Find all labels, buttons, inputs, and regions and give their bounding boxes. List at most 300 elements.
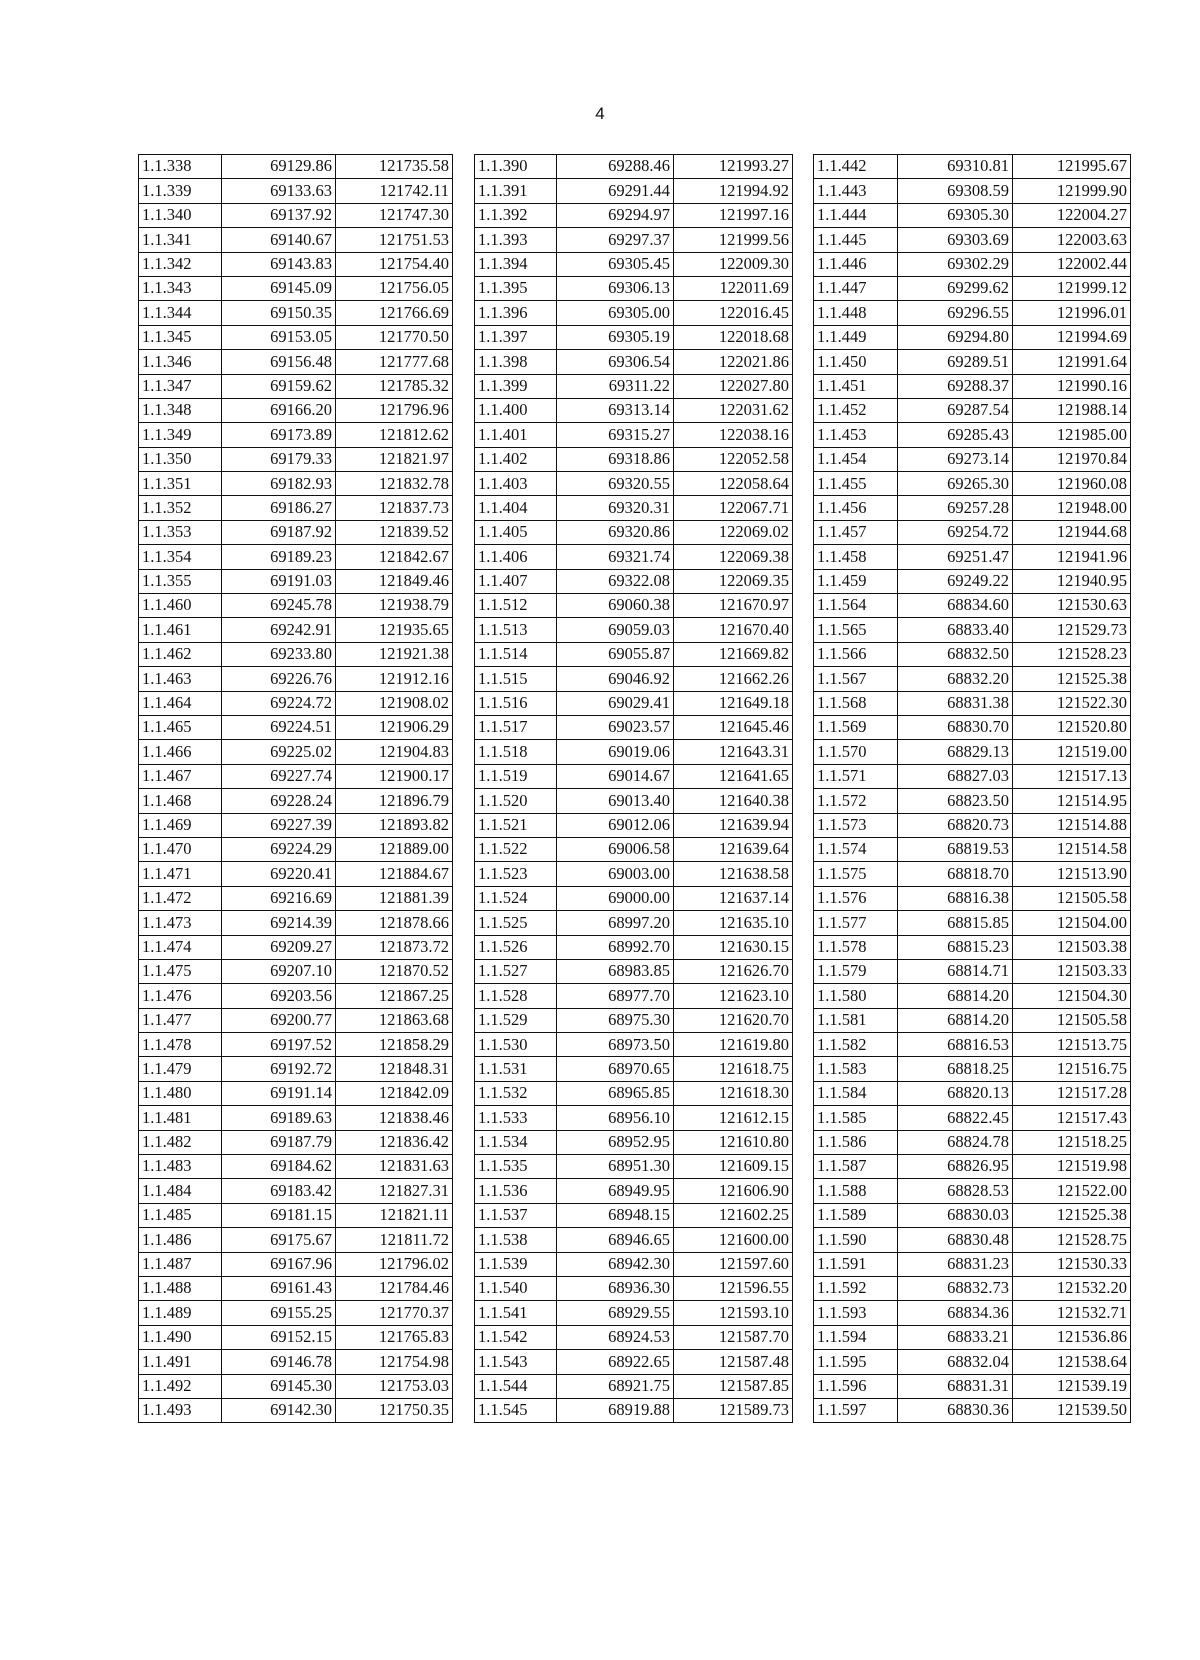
- point-id-cell: 1.1.346: [139, 350, 222, 374]
- point-id-cell: 1.1.406: [475, 545, 557, 569]
- table-row: [139, 1301, 453, 1325]
- table-row: [475, 1398, 793, 1422]
- point-id-cell: 1.1.390: [475, 155, 557, 179]
- y-coordinate-cell: 122069.35: [674, 569, 793, 593]
- point-id-cell: 1.1.582: [814, 1033, 898, 1057]
- y-coordinate-cell: 121513.75: [1013, 1033, 1131, 1057]
- x-coordinate-cell: 69227.74: [222, 764, 336, 788]
- x-coordinate-cell: 69145.30: [222, 1374, 336, 1398]
- x-coordinate-cell: 69291.44: [557, 179, 674, 203]
- point-id-cell: 1.1.395: [475, 276, 557, 300]
- y-coordinate-cell: 121940.95: [1013, 569, 1131, 593]
- y-coordinate-cell: 121908.02: [336, 691, 453, 715]
- y-coordinate-cell: 121985.00: [1013, 423, 1131, 447]
- table-row: [475, 520, 793, 544]
- y-coordinate-cell: 121620.70: [674, 1008, 793, 1032]
- y-coordinate-cell: 121587.48: [674, 1350, 793, 1374]
- y-coordinate-cell: 121938.79: [336, 594, 453, 618]
- table-row: [814, 1081, 1131, 1105]
- y-coordinate-cell: 121997.16: [674, 203, 793, 227]
- table-row: [139, 228, 453, 252]
- x-coordinate-cell: 68946.65: [557, 1228, 674, 1252]
- table-row: [814, 1374, 1131, 1398]
- point-id-cell: 1.1.472: [139, 886, 222, 910]
- table-row: [814, 520, 1131, 544]
- table-row: [814, 374, 1131, 398]
- point-id-cell: 1.1.478: [139, 1033, 222, 1057]
- table-row: [475, 545, 793, 569]
- x-coordinate-cell: 69294.97: [557, 203, 674, 227]
- x-coordinate-cell: 68830.36: [898, 1398, 1013, 1422]
- point-id-cell: 1.1.513: [475, 618, 557, 642]
- point-id-cell: 1.1.566: [814, 642, 898, 666]
- point-id-cell: 1.1.485: [139, 1203, 222, 1227]
- x-coordinate-cell: 68818.25: [898, 1057, 1013, 1081]
- table-row: [814, 813, 1131, 837]
- table-row: [814, 935, 1131, 959]
- x-coordinate-cell: 69179.33: [222, 447, 336, 471]
- table-row: [814, 594, 1131, 618]
- x-coordinate-cell: 69242.91: [222, 618, 336, 642]
- point-id-cell: 1.1.401: [475, 423, 557, 447]
- x-coordinate-cell: 68942.30: [557, 1252, 674, 1276]
- table-row: [475, 959, 793, 983]
- table-row: [475, 935, 793, 959]
- point-id-cell: 1.1.449: [814, 325, 898, 349]
- table-row: [814, 1155, 1131, 1179]
- table-row: [139, 1350, 453, 1374]
- x-coordinate-cell: 68816.53: [898, 1033, 1013, 1057]
- point-id-cell: 1.1.595: [814, 1350, 898, 1374]
- x-coordinate-cell: 69297.37: [557, 228, 674, 252]
- point-id-cell: 1.1.351: [139, 472, 222, 496]
- table-row: [139, 691, 453, 715]
- y-coordinate-cell: 121518.25: [1013, 1130, 1131, 1154]
- y-coordinate-cell: 121751.53: [336, 228, 453, 252]
- x-coordinate-cell: 69308.59: [898, 179, 1013, 203]
- table-row: [139, 1276, 453, 1300]
- table-body: [814, 155, 1131, 1423]
- x-coordinate-cell: 69220.41: [222, 862, 336, 886]
- point-id-cell: 1.1.518: [475, 740, 557, 764]
- table-row: [139, 423, 453, 447]
- point-id-cell: 1.1.475: [139, 959, 222, 983]
- x-coordinate-cell: 68824.78: [898, 1130, 1013, 1154]
- x-coordinate-cell: 69214.39: [222, 911, 336, 935]
- x-coordinate-cell: 69175.67: [222, 1228, 336, 1252]
- point-id-cell: 1.1.452: [814, 398, 898, 422]
- table-row: [814, 447, 1131, 471]
- point-id-cell: 1.1.579: [814, 959, 898, 983]
- x-coordinate-cell: 68814.20: [898, 984, 1013, 1008]
- y-coordinate-cell: 121639.64: [674, 837, 793, 861]
- y-coordinate-cell: 121593.10: [674, 1301, 793, 1325]
- point-id-cell: 1.1.529: [475, 1008, 557, 1032]
- y-coordinate-cell: 121766.69: [336, 301, 453, 325]
- point-id-cell: 1.1.596: [814, 1374, 898, 1398]
- table-row: [814, 1203, 1131, 1227]
- point-id-cell: 1.1.466: [139, 740, 222, 764]
- table-row: [814, 1398, 1131, 1422]
- point-id-cell: 1.1.446: [814, 252, 898, 276]
- table-row: [814, 1130, 1131, 1154]
- x-coordinate-cell: 69322.08: [557, 569, 674, 593]
- y-coordinate-cell: 121999.56: [674, 228, 793, 252]
- y-coordinate-cell: 122021.86: [674, 350, 793, 374]
- y-coordinate-cell: 121609.15: [674, 1155, 793, 1179]
- y-coordinate-cell: 121503.33: [1013, 959, 1131, 983]
- y-coordinate-cell: 121602.25: [674, 1203, 793, 1227]
- y-coordinate-cell: 121881.39: [336, 886, 453, 910]
- x-coordinate-cell: 69288.46: [557, 155, 674, 179]
- table-row: [475, 325, 793, 349]
- y-coordinate-cell: 121770.37: [336, 1301, 453, 1325]
- y-coordinate-cell: 122031.62: [674, 398, 793, 422]
- y-coordinate-cell: 121536.86: [1013, 1325, 1131, 1349]
- table-row: [139, 1106, 453, 1130]
- point-id-cell: 1.1.403: [475, 472, 557, 496]
- y-coordinate-cell: 121504.00: [1013, 911, 1131, 935]
- x-coordinate-cell: 68820.13: [898, 1081, 1013, 1105]
- table-row: [814, 740, 1131, 764]
- x-coordinate-cell: 69191.03: [222, 569, 336, 593]
- table-row: [475, 911, 793, 935]
- point-id-cell: 1.1.528: [475, 984, 557, 1008]
- table-row: [139, 252, 453, 276]
- point-id-cell: 1.1.572: [814, 789, 898, 813]
- point-id-cell: 1.1.537: [475, 1203, 557, 1227]
- point-id-cell: 1.1.544: [475, 1374, 557, 1398]
- y-coordinate-cell: 121742.11: [336, 179, 453, 203]
- point-id-cell: 1.1.493: [139, 1398, 222, 1422]
- x-coordinate-cell: 69137.92: [222, 203, 336, 227]
- y-coordinate-cell: 121999.12: [1013, 276, 1131, 300]
- table-row: [814, 1276, 1131, 1300]
- coordinate-table-1: [138, 154, 453, 1423]
- table-row: [475, 1179, 793, 1203]
- y-coordinate-cell: 121900.17: [336, 764, 453, 788]
- y-coordinate-cell: 121784.46: [336, 1276, 453, 1300]
- x-coordinate-cell: 69150.35: [222, 301, 336, 325]
- table-row: [475, 1130, 793, 1154]
- x-coordinate-cell: 68827.03: [898, 764, 1013, 788]
- point-id-cell: 1.1.542: [475, 1325, 557, 1349]
- point-id-cell: 1.1.591: [814, 1252, 898, 1276]
- point-id-cell: 1.1.581: [814, 1008, 898, 1032]
- y-coordinate-cell: 121516.75: [1013, 1057, 1131, 1081]
- x-coordinate-cell: 68833.21: [898, 1325, 1013, 1349]
- x-coordinate-cell: 69288.37: [898, 374, 1013, 398]
- table-row: [139, 374, 453, 398]
- point-id-cell: 1.1.590: [814, 1228, 898, 1252]
- x-coordinate-cell: 68929.55: [557, 1301, 674, 1325]
- table-row: [814, 1228, 1131, 1252]
- point-id-cell: 1.1.455: [814, 472, 898, 496]
- x-coordinate-cell: 69055.87: [557, 642, 674, 666]
- table-row: [814, 545, 1131, 569]
- table-row: [814, 959, 1131, 983]
- table-row: [475, 594, 793, 618]
- point-id-cell: 1.1.534: [475, 1130, 557, 1154]
- table-row: [814, 276, 1131, 300]
- point-id-cell: 1.1.541: [475, 1301, 557, 1325]
- point-id-cell: 1.1.589: [814, 1203, 898, 1227]
- table-row: [139, 642, 453, 666]
- x-coordinate-cell: 68970.65: [557, 1057, 674, 1081]
- y-coordinate-cell: 121539.50: [1013, 1398, 1131, 1422]
- table-row: [814, 1325, 1131, 1349]
- point-id-cell: 1.1.347: [139, 374, 222, 398]
- x-coordinate-cell: 68948.15: [557, 1203, 674, 1227]
- point-id-cell: 1.1.460: [139, 594, 222, 618]
- y-coordinate-cell: 121641.65: [674, 764, 793, 788]
- table-row: [814, 1301, 1131, 1325]
- x-coordinate-cell: 69227.39: [222, 813, 336, 837]
- table-row: [475, 252, 793, 276]
- x-coordinate-cell: 68830.03: [898, 1203, 1013, 1227]
- y-coordinate-cell: 122011.69: [674, 276, 793, 300]
- y-coordinate-cell: 121600.00: [674, 1228, 793, 1252]
- x-coordinate-cell: 69207.10: [222, 959, 336, 983]
- x-coordinate-cell: 68975.30: [557, 1008, 674, 1032]
- x-coordinate-cell: 69216.69: [222, 886, 336, 910]
- x-coordinate-cell: 68823.50: [898, 789, 1013, 813]
- table-row: [475, 1057, 793, 1081]
- y-coordinate-cell: 121893.82: [336, 813, 453, 837]
- y-coordinate-cell: 121756.05: [336, 276, 453, 300]
- x-coordinate-cell: 68830.70: [898, 715, 1013, 739]
- point-id-cell: 1.1.545: [475, 1398, 557, 1422]
- table-row: [475, 1350, 793, 1374]
- point-id-cell: 1.1.491: [139, 1350, 222, 1374]
- y-coordinate-cell: 121948.00: [1013, 496, 1131, 520]
- y-coordinate-cell: 121836.42: [336, 1130, 453, 1154]
- point-id-cell: 1.1.340: [139, 203, 222, 227]
- table-row: [139, 520, 453, 544]
- y-coordinate-cell: 121837.73: [336, 496, 453, 520]
- x-coordinate-cell: 68952.95: [557, 1130, 674, 1154]
- point-id-cell: 1.1.543: [475, 1350, 557, 1374]
- x-coordinate-cell: 68830.48: [898, 1228, 1013, 1252]
- x-coordinate-cell: 68822.45: [898, 1106, 1013, 1130]
- x-coordinate-cell: 69299.62: [898, 276, 1013, 300]
- y-coordinate-cell: 122069.38: [674, 545, 793, 569]
- table-row: [139, 1252, 453, 1276]
- point-id-cell: 1.1.488: [139, 1276, 222, 1300]
- y-coordinate-cell: 121878.66: [336, 911, 453, 935]
- y-coordinate-cell: 122002.44: [1013, 252, 1131, 276]
- y-coordinate-cell: 121944.68: [1013, 520, 1131, 544]
- y-coordinate-cell: 121870.52: [336, 959, 453, 983]
- x-coordinate-cell: 69225.02: [222, 740, 336, 764]
- y-coordinate-cell: 122009.30: [674, 252, 793, 276]
- table-row: [814, 764, 1131, 788]
- y-coordinate-cell: 121505.58: [1013, 1008, 1131, 1032]
- point-id-cell: 1.1.467: [139, 764, 222, 788]
- y-coordinate-cell: 121529.73: [1013, 618, 1131, 642]
- point-id-cell: 1.1.577: [814, 911, 898, 935]
- table-row: [475, 1155, 793, 1179]
- table-row: [139, 1130, 453, 1154]
- y-coordinate-cell: 121999.90: [1013, 179, 1131, 203]
- x-coordinate-cell: 68815.23: [898, 935, 1013, 959]
- y-coordinate-cell: 121935.65: [336, 618, 453, 642]
- x-coordinate-cell: 68828.53: [898, 1179, 1013, 1203]
- y-coordinate-cell: 121670.97: [674, 594, 793, 618]
- y-coordinate-cell: 121538.64: [1013, 1350, 1131, 1374]
- point-id-cell: 1.1.444: [814, 203, 898, 227]
- point-id-cell: 1.1.588: [814, 1179, 898, 1203]
- y-coordinate-cell: 121735.58: [336, 155, 453, 179]
- y-coordinate-cell: 121640.38: [674, 789, 793, 813]
- point-id-cell: 1.1.465: [139, 715, 222, 739]
- y-coordinate-cell: 121662.26: [674, 667, 793, 691]
- table-row: [139, 984, 453, 1008]
- point-id-cell: 1.1.469: [139, 813, 222, 837]
- y-coordinate-cell: 121785.32: [336, 374, 453, 398]
- x-coordinate-cell: 69023.57: [557, 715, 674, 739]
- x-coordinate-cell: 69311.22: [557, 374, 674, 398]
- point-id-cell: 1.1.476: [139, 984, 222, 1008]
- x-coordinate-cell: 68829.13: [898, 740, 1013, 764]
- table-row: [475, 1228, 793, 1252]
- x-coordinate-cell: 69321.74: [557, 545, 674, 569]
- x-coordinate-cell: 68831.31: [898, 1374, 1013, 1398]
- table-row: [475, 886, 793, 910]
- x-coordinate-cell: 69187.79: [222, 1130, 336, 1154]
- table-row: [814, 1033, 1131, 1057]
- point-id-cell: 1.1.570: [814, 740, 898, 764]
- point-id-cell: 1.1.525: [475, 911, 557, 935]
- point-id-cell: 1.1.345: [139, 325, 222, 349]
- x-coordinate-cell: 69224.72: [222, 691, 336, 715]
- point-id-cell: 1.1.530: [475, 1033, 557, 1057]
- y-coordinate-cell: 121612.15: [674, 1106, 793, 1130]
- x-coordinate-cell: 68973.50: [557, 1033, 674, 1057]
- y-coordinate-cell: 121754.40: [336, 252, 453, 276]
- table-row: [475, 1203, 793, 1227]
- point-id-cell: 1.1.484: [139, 1179, 222, 1203]
- y-coordinate-cell: 121517.28: [1013, 1081, 1131, 1105]
- table-row: [475, 1374, 793, 1398]
- x-coordinate-cell: 68832.04: [898, 1350, 1013, 1374]
- y-coordinate-cell: 121884.67: [336, 862, 453, 886]
- table-row: [814, 911, 1131, 935]
- table-row: [475, 447, 793, 471]
- point-id-cell: 1.1.459: [814, 569, 898, 593]
- x-coordinate-cell: 69186.27: [222, 496, 336, 520]
- point-id-cell: 1.1.402: [475, 447, 557, 471]
- point-id-cell: 1.1.355: [139, 569, 222, 593]
- y-coordinate-cell: 121921.38: [336, 642, 453, 666]
- table-row: [139, 545, 453, 569]
- point-id-cell: 1.1.400: [475, 398, 557, 422]
- x-coordinate-cell: 69320.55: [557, 472, 674, 496]
- table-row: [814, 715, 1131, 739]
- table-row: [139, 764, 453, 788]
- point-id-cell: 1.1.536: [475, 1179, 557, 1203]
- point-id-cell: 1.1.533: [475, 1106, 557, 1130]
- y-coordinate-cell: 121522.30: [1013, 691, 1131, 715]
- y-coordinate-cell: 121618.75: [674, 1057, 793, 1081]
- x-coordinate-cell: 69013.40: [557, 789, 674, 813]
- y-coordinate-cell: 121993.27: [674, 155, 793, 179]
- y-coordinate-cell: 121994.69: [1013, 325, 1131, 349]
- point-id-cell: 1.1.338: [139, 155, 222, 179]
- point-id-cell: 1.1.517: [475, 715, 557, 739]
- table-row: [814, 301, 1131, 325]
- y-coordinate-cell: 121988.14: [1013, 398, 1131, 422]
- table-row: [475, 740, 793, 764]
- table-row: [814, 1179, 1131, 1203]
- x-coordinate-cell: 69245.78: [222, 594, 336, 618]
- point-id-cell: 1.1.527: [475, 959, 557, 983]
- x-coordinate-cell: 69305.30: [898, 203, 1013, 227]
- x-coordinate-cell: 68977.70: [557, 984, 674, 1008]
- x-coordinate-cell: 68834.36: [898, 1301, 1013, 1325]
- x-coordinate-cell: 69189.23: [222, 545, 336, 569]
- y-coordinate-cell: 121990.16: [1013, 374, 1131, 398]
- point-id-cell: 1.1.512: [475, 594, 557, 618]
- table-row: [139, 911, 453, 935]
- y-coordinate-cell: 121821.97: [336, 447, 453, 471]
- x-coordinate-cell: 69173.89: [222, 423, 336, 447]
- point-id-cell: 1.1.394: [475, 252, 557, 276]
- y-coordinate-cell: 121597.60: [674, 1252, 793, 1276]
- table-row: [475, 228, 793, 252]
- table-row: [475, 179, 793, 203]
- table-row: [814, 1106, 1131, 1130]
- y-coordinate-cell: 121904.83: [336, 740, 453, 764]
- y-coordinate-cell: 121606.90: [674, 1179, 793, 1203]
- table-row: [814, 203, 1131, 227]
- point-id-cell: 1.1.587: [814, 1155, 898, 1179]
- table-row: [139, 496, 453, 520]
- y-coordinate-cell: 121906.29: [336, 715, 453, 739]
- point-id-cell: 1.1.468: [139, 789, 222, 813]
- x-coordinate-cell: 68992.70: [557, 935, 674, 959]
- y-coordinate-cell: 121839.52: [336, 520, 453, 544]
- table-row: [139, 789, 453, 813]
- y-coordinate-cell: 121525.38: [1013, 667, 1131, 691]
- point-id-cell: 1.1.392: [475, 203, 557, 227]
- x-coordinate-cell: 69143.83: [222, 252, 336, 276]
- point-id-cell: 1.1.524: [475, 886, 557, 910]
- y-coordinate-cell: 121623.10: [674, 984, 793, 1008]
- x-coordinate-cell: 69153.05: [222, 325, 336, 349]
- x-coordinate-cell: 69224.29: [222, 837, 336, 861]
- y-coordinate-cell: 121838.46: [336, 1106, 453, 1130]
- coordinate-table-2: [474, 154, 793, 1423]
- point-id-cell: 1.1.573: [814, 813, 898, 837]
- x-coordinate-cell: 68936.30: [557, 1276, 674, 1300]
- table-row: [814, 350, 1131, 374]
- y-coordinate-cell: 121848.31: [336, 1057, 453, 1081]
- x-coordinate-cell: 69289.51: [898, 350, 1013, 374]
- table-row: [475, 350, 793, 374]
- table-row: [475, 1081, 793, 1105]
- point-id-cell: 1.1.405: [475, 520, 557, 544]
- y-coordinate-cell: 121849.46: [336, 569, 453, 593]
- point-id-cell: 1.1.480: [139, 1081, 222, 1105]
- table-row: [475, 984, 793, 1008]
- table-row: [139, 1325, 453, 1349]
- x-coordinate-cell: 68832.73: [898, 1276, 1013, 1300]
- x-coordinate-cell: 69129.86: [222, 155, 336, 179]
- x-coordinate-cell: 69140.67: [222, 228, 336, 252]
- table-row: [475, 496, 793, 520]
- y-coordinate-cell: 121589.73: [674, 1398, 793, 1422]
